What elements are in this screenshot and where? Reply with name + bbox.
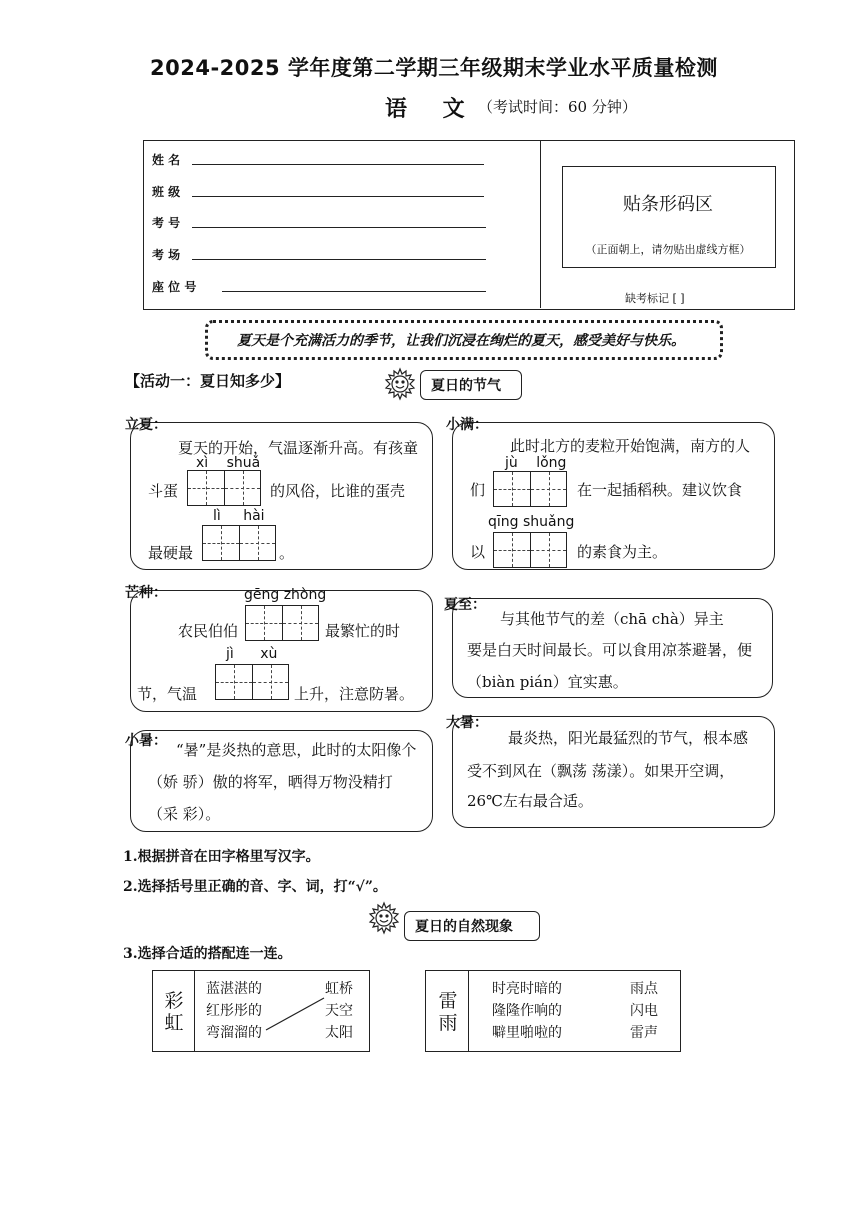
xiaoman-pre2: 们 (470, 481, 486, 499)
dashu-line2[interactable]: 受不到风在（飘荡 荡漾）。如果开空调， (467, 762, 735, 780)
match-head-thunderstorm: 雷雨 (438, 990, 458, 1034)
barcode-note: （正面朝上，请勿贴出虚线方框） (585, 243, 751, 256)
barcode-title: 贴条形码区 (623, 194, 713, 215)
xiaoshu-line2[interactable]: （娇 骄）傲的将军，晒得万物没精打 (148, 773, 393, 791)
xiaoman-line1: 此时北方的麦粒开始饱满，南方的人 (510, 437, 751, 455)
class-label: 班 级 (152, 185, 181, 199)
term-xiazhi: 夏至： (444, 597, 486, 613)
match2-left-1[interactable]: 时亮时暗的 (492, 981, 562, 997)
exam-number-field[interactable] (192, 227, 486, 228)
exam-room-label: 考 场 (152, 248, 181, 262)
match2-right-3[interactable]: 雷声 (630, 1025, 658, 1041)
match-head-rainbow: 彩虹 (164, 990, 184, 1034)
term-xiaoshu: 小暑： (125, 733, 167, 749)
mangzhong-grid-gengzhong[interactable] (245, 605, 319, 641)
tag-summer-natural-phenomena: 夏日的自然现象 (404, 911, 540, 941)
dashu-line1: 最炎热，阳光最猛烈的节气，根本感 (508, 729, 749, 747)
term-mangzhong: 芒种： (125, 585, 167, 601)
mangzhong-pinyin2: jì xù (226, 646, 278, 662)
match2-right-1[interactable]: 雨点 (630, 981, 658, 997)
match2-right-2[interactable]: 闪电 (630, 1003, 658, 1019)
mangzhong-pre2: 节，气温 (137, 685, 198, 703)
subject-title: 语 文 (385, 96, 479, 122)
xiaoman-post3: 的素食为主。 (577, 543, 668, 561)
dashu-line3: 26℃左右最合适。 (467, 792, 593, 810)
match-example-line (260, 992, 330, 1034)
xiaoman-pre3: 以 (470, 543, 486, 561)
term-xiaoman: 小满： (446, 417, 488, 433)
name-field[interactable] (192, 164, 484, 165)
lixia-post2: 的风俗，比谁的蛋壳 (270, 482, 406, 500)
intro-banner-text: 夏天是个充满活力的季节，让我们沉浸在绚烂的夏天，感受美好与快乐。 (237, 333, 685, 349)
match1-right-1[interactable]: 虹桥 (325, 981, 353, 997)
mangzhong-grid-jixu[interactable] (215, 664, 289, 700)
sun-icon (383, 367, 417, 401)
lixia-grid-xishua[interactable] (187, 470, 261, 506)
info-divider (540, 140, 541, 308)
question-3: 3.选择合适的搭配连一连。 (123, 946, 292, 962)
class-field[interactable] (192, 196, 484, 197)
match2-left-2[interactable]: 隆隆作响的 (492, 1003, 562, 1019)
mangzhong-post2: 上升，注意防暑。 (294, 685, 415, 703)
seat-number-label: 座 位 号 (152, 280, 197, 294)
lixia-grid-lihai[interactable] (202, 525, 276, 561)
xiaoman-grid-qingshuang[interactable] (493, 532, 567, 568)
match1-left-3[interactable]: 弯溜溜的 (206, 1025, 262, 1041)
lixia-pinyin2: lì hài (213, 508, 265, 524)
xiaoman-pinyin1: jù lǒng (505, 455, 567, 471)
match-box-divider (468, 970, 469, 1052)
mangzhong-post1: 最繁忙的时 (325, 622, 401, 640)
tag-summer-solar-terms: 夏日的节气 (420, 370, 522, 400)
lixia-line1: 夏天的开始，气温逐渐升高。有孩童 (178, 439, 419, 457)
match2-left-3[interactable]: 噼里啪啦的 (492, 1025, 562, 1041)
question-2: 2.选择括号里正确的音、字、词，打“√”。 (123, 879, 387, 895)
sun-icon (367, 901, 401, 935)
name-label: 姓 名 (152, 153, 181, 167)
match1-right-3[interactable]: 太阳 (325, 1025, 353, 1041)
xiazhi-line1[interactable]: 与其他节气的差（chā chà）异主 (500, 610, 724, 628)
mangzhong-pre1: 农民伯伯 (178, 622, 239, 640)
mangzhong-pinyin1: gēng zhòng (244, 587, 327, 603)
xiazhi-line2[interactable]: 要是白天时间最长。可以食用凉茶避暑，便 (467, 641, 753, 659)
lixia-pinyin1: xì shuǎ (196, 455, 261, 471)
xiaoshu-line1: “暑”是炎热的意思，此时的太阳像个 (176, 741, 417, 759)
question-1: 1.根据拼音在田字格里写汉字。 (123, 849, 320, 865)
xiaoman-pinyin2: qīng shuǎng (488, 514, 575, 530)
activity-title: 【活动一：夏日知多少】 (125, 372, 291, 390)
xiaoman-post2: 在一起插稻秧。建议饮食 (577, 481, 743, 499)
seat-number-field[interactable] (222, 291, 486, 292)
absent-mark[interactable]: 缺考标记 [ ] (625, 292, 685, 305)
lixia-post3: 。 (279, 544, 295, 562)
lixia-pre3: 最硬最 (148, 544, 194, 562)
xiazhi-line3[interactable]: （biàn pián）宜实惠。 (467, 673, 628, 691)
match1-left-1[interactable]: 蓝湛湛的 (206, 981, 262, 997)
exam-time: （考试时间：60 分钟） (478, 98, 637, 116)
xiaoshu-line3[interactable]: （采 彩）。 (148, 805, 221, 823)
exam-number-label: 考 号 (152, 216, 181, 230)
lixia-pre2: 斗蛋 (148, 482, 179, 500)
term-lixia: 立夏： (125, 417, 167, 433)
match1-right-2[interactable]: 天空 (325, 1003, 353, 1019)
exam-title: 2024-2025 学年度第二学期三年级期末学业水平质量检测 (150, 56, 718, 80)
match-box-divider (194, 970, 195, 1052)
exam-room-field[interactable] (192, 259, 486, 260)
xiaoman-grid-julong[interactable] (493, 471, 567, 507)
term-dashu: 大暑： (446, 715, 488, 731)
match1-left-2[interactable]: 红彤彤的 (206, 1003, 262, 1019)
